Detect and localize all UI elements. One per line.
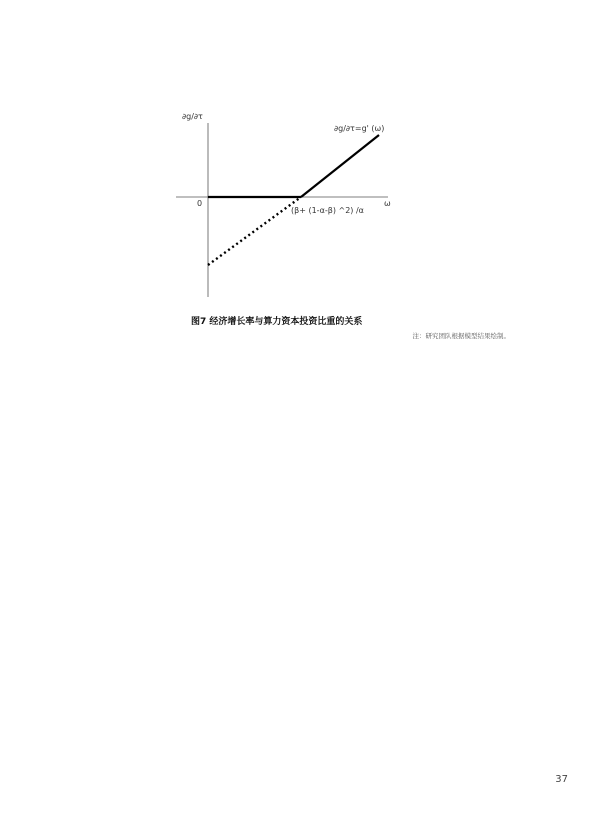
figure-note: 注：研究团队根据模型结果绘制。 — [412, 332, 510, 340]
curve-label: ∂g/∂τ=g' (ω) — [334, 124, 385, 133]
page-number: 37 — [555, 774, 568, 785]
y-axis-label: ∂g/∂τ — [182, 112, 203, 121]
series-dotted-segment — [208, 197, 301, 265]
x-axis-label: ω — [384, 199, 391, 208]
threshold-label: (β+ (1-α-β) ^2) /α — [291, 206, 364, 215]
series-solid-rising-segment — [301, 135, 379, 197]
figure-caption: 图7 经济增长率与算力资本投资比重的关系 — [191, 317, 363, 327]
origin-label: 0 — [197, 199, 203, 208]
